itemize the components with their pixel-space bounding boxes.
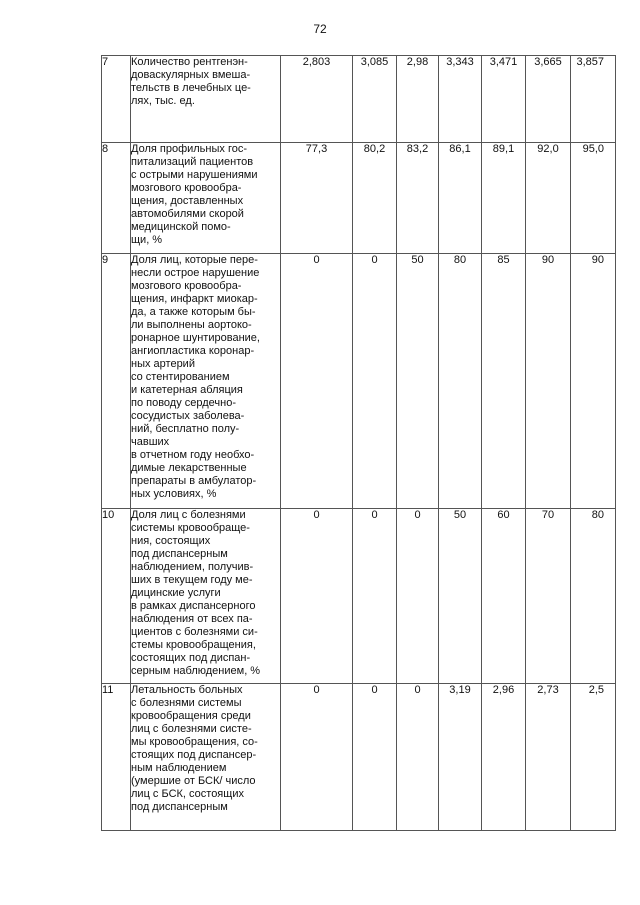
description-line: лях, тыс. ед. [131, 95, 195, 107]
description-line: системы кровообраще- [131, 522, 250, 534]
description-line: ших в текущем году ме- [131, 574, 253, 586]
indicator-value: 0 [353, 509, 397, 684]
description-line: Летальность больных [131, 684, 243, 696]
description-line: ных условиях, % [131, 488, 217, 500]
indicator-value: 3,665 [526, 56, 571, 143]
indicator-value: 0 [353, 254, 397, 509]
indicator-value: 80 [439, 254, 482, 509]
indicator-value: 3,471 [482, 56, 526, 143]
description-line: ным наблюдением [131, 762, 227, 774]
indicator-value: 85 [482, 254, 526, 509]
indicator-value: 0 [281, 254, 353, 509]
indicator-value: 50 [397, 254, 439, 509]
indicator-value: 0 [281, 684, 353, 831]
description-line: щи, % [131, 234, 163, 246]
description-line: под диспансерным [131, 801, 228, 813]
description-line: дицинские услуги [131, 587, 221, 599]
row-number: 9 [102, 254, 131, 509]
indicator-value: 90 [526, 254, 571, 509]
description-line: лиц с болезнями систе- [131, 723, 252, 735]
description-line: сосудистых заболева- [131, 410, 245, 422]
indicator-value: 70 [526, 509, 571, 684]
table-row [102, 143, 616, 254]
description-line: серным наблюдением, % [131, 665, 261, 677]
indicator-value: 2,98 [397, 56, 439, 143]
row-number: 7 [102, 56, 131, 143]
indicator-description [131, 254, 281, 509]
description-line: наблюдением, получив- [131, 561, 254, 573]
description-line: стоящих под диспансер- [131, 749, 257, 761]
indicator-value: 80,2 [353, 143, 397, 254]
table-row [102, 56, 616, 143]
indicator-value: 2,73 [526, 684, 571, 831]
description-line: ангиопластика коронар- [131, 345, 255, 357]
indicator-value: 89,1 [482, 143, 526, 254]
table-row [102, 684, 616, 831]
description-line: мозгового кровообра- [131, 182, 242, 194]
description-line: Доля лиц с болезнями [131, 509, 246, 521]
table-row [102, 509, 616, 684]
indicator-value: 77,3 [281, 143, 353, 254]
description-line: мозгового кровообра- [131, 280, 242, 292]
description-line: мы кровообращения, со- [131, 736, 258, 748]
description-line: чавших [131, 436, 170, 448]
row-number: 8 [102, 143, 131, 254]
indicator-description [131, 56, 281, 143]
description-line: тельств в лечебных це- [131, 82, 251, 94]
description-line: димые лекарственные [131, 462, 247, 474]
indicator-value: 90 [571, 254, 616, 509]
description-line: в отчетном году необхо- [131, 449, 255, 461]
description-line: доваскулярных вмеша- [131, 69, 251, 81]
row-number: 11 [102, 684, 131, 831]
description-line: под диспансерным [131, 548, 228, 560]
description-line: со стентированием [131, 371, 230, 383]
description-line: с болезнями системы [131, 697, 242, 709]
indicator-value: 0 [397, 684, 439, 831]
description-line: медицинской помо- [131, 221, 231, 233]
page-number: 72 [313, 22, 327, 36]
description-line: (умершие от БСК/ число [131, 775, 256, 787]
row-number: 10 [102, 509, 131, 684]
description-line: лиц с БСК, состоящих [131, 788, 244, 800]
description-line: кровообращения среди [131, 710, 251, 722]
description-line: Доля лиц, которые пере- [131, 254, 258, 266]
table-row [102, 254, 616, 509]
description-line: препараты в амбулатор- [131, 475, 257, 487]
indicator-value: 0 [281, 509, 353, 684]
description-line: циентов с болезнями си- [131, 626, 258, 638]
description-line: по поводу сердечно- [131, 397, 237, 409]
indicator-value: 86,1 [439, 143, 482, 254]
indicator-value: 83,2 [397, 143, 439, 254]
description-line: ний, бесплатно полу- [131, 423, 240, 435]
indicator-description [131, 509, 281, 684]
table-body [102, 56, 616, 831]
indicator-value: 2,5 [571, 684, 616, 831]
description-line: несли острое нарушение [131, 267, 260, 279]
indicator-value: 95,0 [571, 143, 616, 254]
indicator-value: 3,343 [439, 56, 482, 143]
indicator-value: 2,96 [482, 684, 526, 831]
description-line: автомобилями скорой [131, 208, 244, 220]
description-line: в рамках диспансерного [131, 600, 256, 612]
indicator-value: 2,803 [281, 56, 353, 143]
description-line: ных артерий [131, 358, 195, 370]
description-line: щения, инфаркт миокар- [131, 293, 258, 305]
description-line: да, а также которым бы- [131, 306, 256, 318]
description-line: с острыми нарушениями [131, 169, 258, 181]
indicator-value: 60 [482, 509, 526, 684]
indicator-value: 3,085 [353, 56, 397, 143]
indicator-value: 50 [439, 509, 482, 684]
indicator-value: 92,0 [526, 143, 571, 254]
description-line: ли выполнены аортоко- [131, 319, 252, 331]
description-line: Доля профильных гос- [131, 143, 248, 155]
description-line: стемы кровообращения, [131, 639, 256, 651]
indicator-value: 3,19 [439, 684, 482, 831]
indicator-value: 3,857 [571, 56, 616, 143]
description-line: Количество рентгенэн- [131, 56, 248, 68]
description-line: ронарное шунтирование, [131, 332, 260, 344]
indicators-table [101, 55, 616, 831]
description-line: и катетерная абляция [131, 384, 243, 396]
indicator-value: 80 [571, 509, 616, 684]
indicator-description [131, 143, 281, 254]
description-line: ния, состоящих [131, 535, 211, 547]
description-line: наблюдения от всех па- [131, 613, 253, 625]
description-line: питализаций пациентов [131, 156, 254, 168]
indicator-description [131, 684, 281, 831]
description-line: состоящих под диспан- [131, 652, 251, 664]
indicator-value: 0 [397, 509, 439, 684]
indicator-value: 0 [353, 684, 397, 831]
description-line: щения, доставленных [131, 195, 244, 207]
